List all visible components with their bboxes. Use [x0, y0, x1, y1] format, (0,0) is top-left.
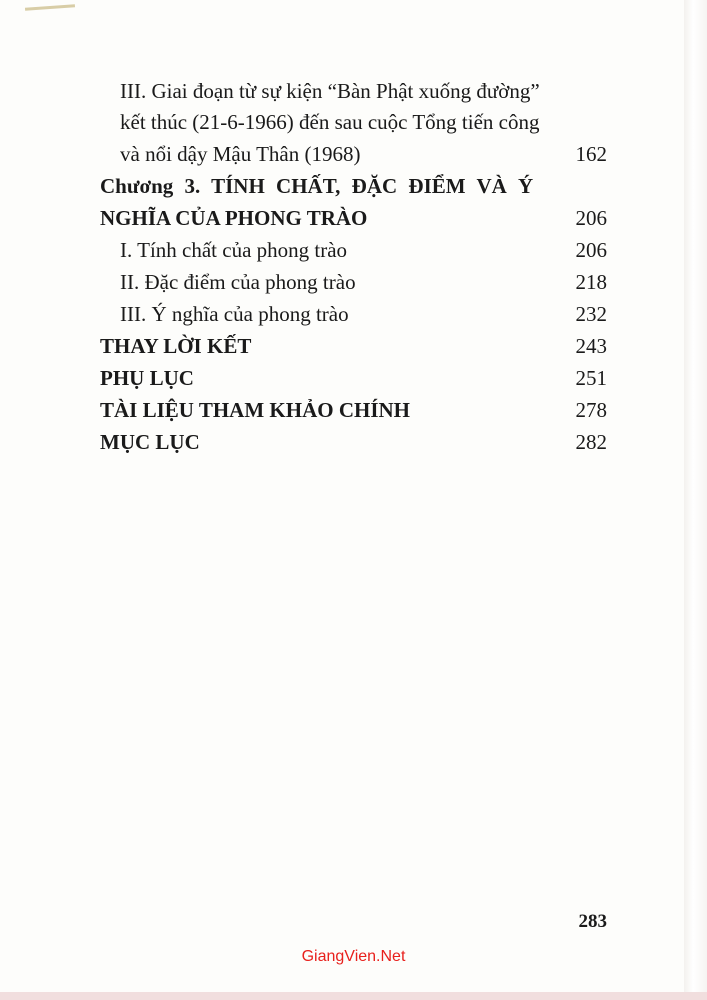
toc-entry [0, 138, 707, 170]
toc-entry [0, 394, 707, 426]
toc-entry [0, 298, 707, 330]
watermark: GiangVien.Net [301, 948, 406, 965]
toc-entry [0, 202, 707, 234]
toc-entry-title: PHỤ LỤC [100, 366, 194, 390]
toc-entry-title: II. Đặc điểm của phong trào [120, 270, 356, 294]
toc-entry-page: 251 [575, 366, 607, 390]
toc-entry-title: và nổi dậy Mậu Thân (1968) [120, 142, 361, 166]
toc-entry-title: III. Giai đoạn từ sự kiện “Bàn Phật xuống đường” [120, 79, 540, 103]
toc-entry-page: 278 [575, 398, 607, 422]
toc-entry-page: 232 [575, 302, 607, 326]
page-edge-bottom [0, 992, 707, 1000]
page-smudge [25, 4, 75, 10]
toc-entry [0, 426, 707, 458]
toc-entry-title: I. Tính chất của phong trào [120, 238, 348, 262]
toc-entry [0, 266, 707, 298]
toc-entry [0, 106, 707, 138]
toc-entry-page: 218 [575, 270, 607, 294]
toc-entry-title: THAY LỜI KẾT [100, 334, 252, 358]
toc-entry-title: TÀI LIỆU THAM KHẢO CHÍNH [100, 398, 410, 422]
toc-entry-page: 206 [575, 238, 607, 262]
toc-entry-title: Chương 3. TÍNH CHẤT, ĐẶC ĐIỂM VÀ Ý [100, 174, 534, 198]
page-number: 283 [578, 911, 607, 932]
toc-entry-page: 243 [575, 334, 607, 358]
toc-entry [0, 362, 707, 394]
toc-entry-page: 282 [575, 430, 607, 454]
toc-entry [0, 234, 707, 266]
toc-entry-title: kết thúc (21-6-1966) đến sau cuộc Tổng tiến công [120, 110, 540, 134]
toc-entry-title: MỤC LỤC [100, 430, 200, 454]
toc-entry-title: III. Ý nghĩa của phong trào [120, 302, 349, 326]
toc-entry [0, 75, 707, 107]
toc-entry-page: 206 [575, 206, 607, 230]
toc-entry-page: 162 [575, 142, 607, 166]
toc-entry [0, 330, 707, 362]
toc-entry-title: NGHĨA CỦA PHONG TRÀO [100, 206, 368, 230]
toc-entry [0, 170, 707, 202]
